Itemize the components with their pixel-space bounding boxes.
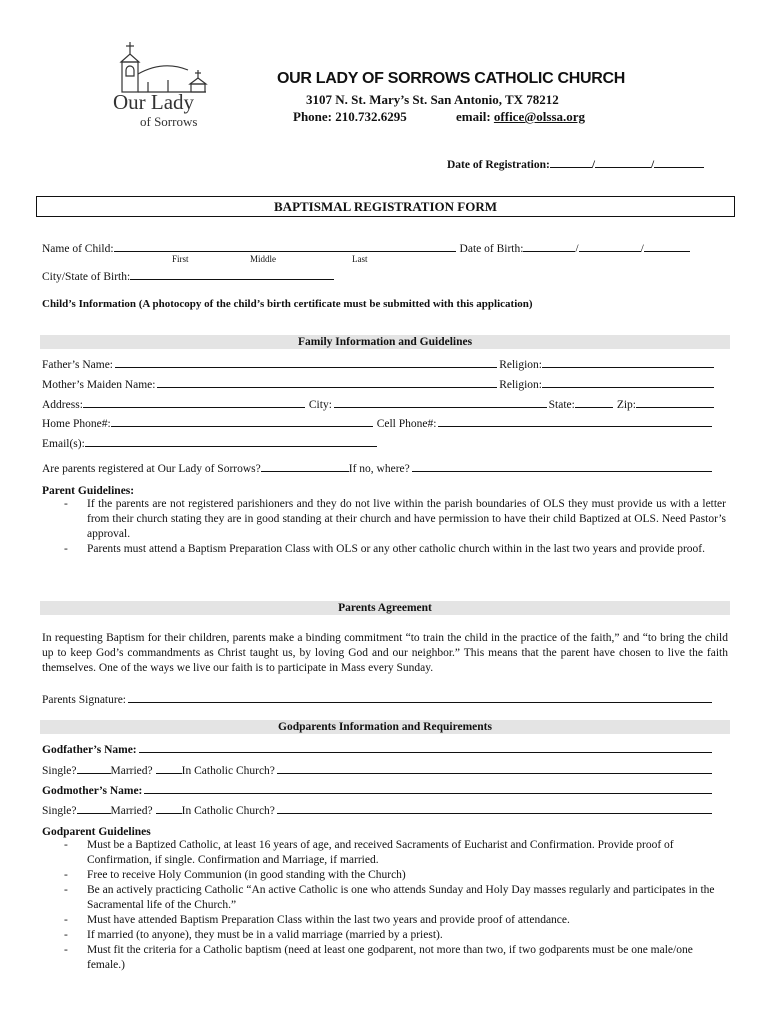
child-dob-month-field[interactable] bbox=[523, 240, 575, 252]
child-city-field[interactable] bbox=[130, 268, 334, 280]
church-email-row bbox=[456, 109, 585, 125]
family-heading: Family Information and Guidelines bbox=[40, 335, 730, 349]
date-separator: / bbox=[591, 159, 596, 171]
list-item: - Must have attended Baptism Preparation Class within the last two years and provide proof of attendance. bbox=[42, 913, 726, 928]
child-name-label: Name of Child: bbox=[42, 243, 114, 255]
godfather-single-field[interactable] bbox=[77, 762, 111, 774]
date-separator: / bbox=[640, 243, 644, 255]
mother-row bbox=[42, 376, 714, 391]
registration-date-label: Date of Registration: bbox=[447, 159, 550, 171]
zip-label: Zip: bbox=[616, 399, 636, 411]
father-row bbox=[42, 356, 714, 371]
list-item: - Free to receive Holy Communion (in good standing with the Church) bbox=[42, 868, 726, 883]
list-item: - Must fit the criteria for a Catholic baptism (need at least one godparent, not more than two, if two godparents must be one male/one female.) bbox=[42, 943, 726, 973]
father-religion-field[interactable] bbox=[542, 356, 714, 368]
cell-phone-field[interactable] bbox=[438, 415, 712, 427]
parent-guidelines-list bbox=[42, 497, 726, 557]
middle-sublabel: Middle bbox=[250, 254, 276, 264]
child-city-label: City/State of Birth: bbox=[42, 271, 131, 283]
date-separator: / bbox=[651, 159, 655, 171]
godmother-label: Godmother’s Name: bbox=[42, 785, 143, 797]
list-item: - Must be a Baptized Catholic, at least 16 years of age, and received Sacraments of Eucharist and Confirmation. Provide proof of Confirmation, if single. Confirmation and Marriage, if married. bbox=[42, 838, 726, 868]
logo-line2: of Sorrows bbox=[140, 114, 198, 129]
church-phone: Phone: 210.732.6295 bbox=[293, 109, 407, 124]
address-row bbox=[42, 396, 714, 411]
date-separator: / bbox=[575, 243, 579, 255]
father-label: Father’s Name: bbox=[42, 359, 114, 371]
registered-field[interactable] bbox=[261, 460, 349, 472]
godfather-status-row bbox=[42, 762, 714, 777]
form-title: BAPTISMAL REGISTRATION FORM bbox=[36, 196, 735, 217]
email-row bbox=[42, 435, 714, 450]
address-label: Address: bbox=[42, 399, 83, 411]
godmother-church-field[interactable] bbox=[277, 802, 712, 814]
godfather-label: Godfather’s Name: bbox=[42, 744, 137, 756]
registration-month-field[interactable] bbox=[550, 156, 592, 168]
mother-name-field[interactable] bbox=[157, 376, 497, 388]
catholic-church-label: In Catholic Church? bbox=[181, 765, 275, 777]
list-item: - If married (to anyone), they must be in a valid marriage (married by a priest). bbox=[42, 928, 726, 943]
home-phone-label: Home Phone#: bbox=[42, 418, 111, 430]
child-dob-label: Date of Birth: bbox=[459, 243, 524, 255]
mother-religion-field[interactable] bbox=[542, 376, 714, 388]
godmother-single-field[interactable] bbox=[77, 802, 111, 814]
agreement-text: In requesting Baptism for their children, parents make a binding commitment “to train the child in the practice of the faith,” and “to bring the child up to keep God’s commandments as Christ taught us, by loving God and our neighbor.” This means that the parent have chosen to live the faith themselves. One of the ways we live our faith is to participate in Mass every Sunday. bbox=[42, 632, 728, 674]
parent-guidelines-heading: Parent Guidelines: bbox=[42, 485, 135, 497]
single-label: Single? bbox=[42, 805, 77, 817]
home-phone-field[interactable] bbox=[111, 415, 373, 427]
married-label: Married? bbox=[110, 805, 153, 817]
godfather-church-field[interactable] bbox=[277, 762, 712, 774]
email-link[interactable]: office@olssa.org bbox=[493, 109, 586, 124]
godfather-married-field[interactable] bbox=[156, 762, 182, 774]
signature-label: Parents Signature: bbox=[42, 694, 126, 706]
religion-label: Religion: bbox=[499, 359, 542, 371]
emails-label: Email(s): bbox=[42, 438, 85, 450]
religion-label: Religion: bbox=[499, 379, 542, 391]
godmother-status-row bbox=[42, 802, 714, 817]
state-field[interactable] bbox=[575, 396, 613, 408]
registration-year-field[interactable] bbox=[654, 156, 704, 168]
child-name-row bbox=[42, 240, 714, 255]
single-label: Single? bbox=[42, 765, 77, 777]
list-item: - Be an actively practicing Catholic “An active Catholic is one who attends Sunday and Holy Day masses regularly and participates in the Sacramental life of the Church.” bbox=[42, 883, 726, 913]
church-name: OUR LADY OF SORROWS CATHOLIC CHURCH bbox=[277, 70, 626, 87]
godfather-name-field[interactable] bbox=[139, 741, 712, 753]
registered-label: Are parents registered at Our Lady of Sorrows? bbox=[42, 463, 261, 475]
child-info-note: Child’s Information (A photocopy of the child’s birth certificate must be submitted with this application) bbox=[42, 298, 533, 310]
godmother-row bbox=[42, 782, 714, 797]
parent-guidelines bbox=[42, 485, 726, 557]
godfather-row bbox=[42, 741, 714, 756]
father-name-field[interactable] bbox=[115, 356, 497, 368]
catholic-church-label: In Catholic Church? bbox=[181, 805, 275, 817]
city-label: City: bbox=[308, 399, 332, 411]
phone-row bbox=[42, 415, 714, 430]
married-label: Married? bbox=[110, 765, 153, 777]
registered-row bbox=[42, 460, 714, 475]
signature-row bbox=[42, 691, 714, 706]
email-label: email: bbox=[456, 109, 494, 124]
if-no-label: If no, where? bbox=[348, 463, 410, 475]
godmother-married-field[interactable] bbox=[156, 802, 182, 814]
address-field[interactable] bbox=[83, 396, 305, 408]
child-dob-day-field[interactable] bbox=[579, 240, 641, 252]
logo-line1: Our Lady bbox=[113, 90, 195, 114]
godparent-guidelines bbox=[42, 826, 726, 973]
registration-date-row bbox=[447, 156, 704, 171]
list-item: - Parents must attend a Baptism Preparation Class with OLS or any other catholic church within in the last two years and provide proof. bbox=[42, 542, 726, 557]
zip-field[interactable] bbox=[636, 396, 714, 408]
mother-label: Mother’s Maiden Name: bbox=[42, 379, 156, 391]
emails-field[interactable] bbox=[85, 435, 377, 447]
child-dob-year-field[interactable] bbox=[644, 240, 690, 252]
agreement-heading: Parents Agreement bbox=[40, 601, 730, 615]
registration-day-field[interactable] bbox=[595, 156, 651, 168]
signature-field[interactable] bbox=[128, 691, 712, 703]
list-item: - If the parents are not registered parishioners and they do not live within the parish boundaries of OLS they must provide us with a letter from their church stating they are in good standing at their church and have permission to have their child Baptized at OLS. Need Pastor’s approval. bbox=[42, 497, 726, 542]
church-address: 3107 N. St. Mary’s St. San Antonio, TX 78212 bbox=[306, 92, 559, 107]
if-no-field[interactable] bbox=[412, 460, 712, 472]
cell-phone-label: Cell Phone#: bbox=[376, 418, 437, 430]
child-name-field[interactable] bbox=[114, 240, 456, 252]
state-label: State: bbox=[548, 399, 575, 411]
church-logo bbox=[108, 40, 218, 132]
godparents-heading: Godparents Information and Requirements bbox=[40, 720, 730, 734]
godparent-guidelines-heading: Godparent Guidelines bbox=[42, 826, 151, 838]
godparent-guidelines-list bbox=[42, 838, 726, 973]
city-field[interactable] bbox=[334, 396, 547, 408]
first-sublabel: First bbox=[172, 254, 189, 264]
child-city-row bbox=[42, 268, 714, 283]
last-sublabel: Last bbox=[352, 254, 368, 264]
godmother-name-field[interactable] bbox=[144, 782, 712, 794]
